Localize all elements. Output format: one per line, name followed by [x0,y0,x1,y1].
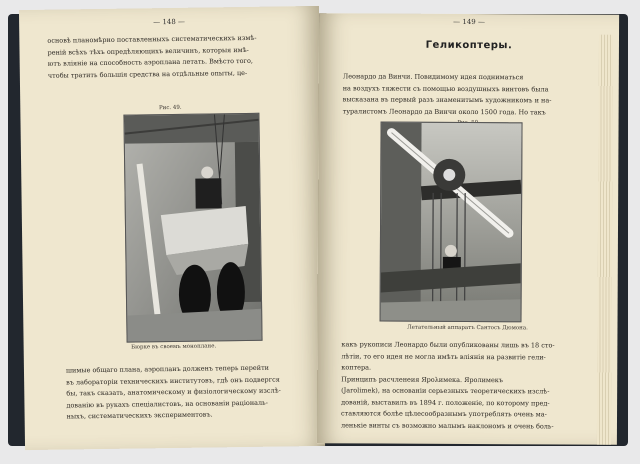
text-line: дованію въ рукахъ спеціалистовъ, на основаніи раціональ- [66,398,268,409]
text-line: туралистомъ Леонардо да Винчи около 1500 года. Но такъ [342,106,546,116]
text-line: на воздухъ тяжести съ помощью воздушныхъ винтовъ была [342,83,549,93]
text-line: реній всѣхъ тѣхъ опредѣляющихъ величинъ, которыя имѣ- [47,45,249,57]
left-figure-label: Рис. 49. [158,104,182,112]
right-page [317,13,619,445]
right-figure-photo [380,122,523,323]
left-figure-caption: Бюрке въ своемъ моноплане. [131,343,217,351]
section-heading: Геликоптеры. [425,39,513,52]
right-top-text [343,71,601,118]
text-line: ныхъ, систематическихъ экспериментовъ. [66,410,213,421]
text-line: ленькіе винты съ возможно малымъ наклономъ и очень боль- [340,420,554,430]
text-line: Леонардо да Винчи. Повидимому идея подниматься [342,72,524,82]
right-figure-caption: Летательный аппаратъ Сантосъ Дюмона. [407,324,528,332]
right-page-number: — 149 — [453,17,486,27]
text-line: Принципъ расчленеия Ярολимека. Яролимекъ [341,374,504,384]
left-bottom-text [66,362,307,423]
text-line: чтобы тратить большія средства на отдѣльные опыты, це- [47,68,248,80]
left-page [19,6,325,450]
text-line: дованій, выставилъ въ 1894 г. положеніе, по которому пред- [341,397,550,407]
text-line: какъ рукописи Леонардо были опубликованы лишь въ 18 сто- [341,340,555,350]
left-figure-photo [123,113,262,343]
text-line: коптера. [341,363,372,372]
right-bottom-text [341,339,599,432]
text-line: ставляются болѣе цѣлесообразнымъ употреблять очень ма- [341,409,547,419]
text-line: высказана въ первый разъ знаменитымъ художникомъ и на- [342,95,552,105]
text-line: ютъ вліяніе на способность аэроплана летать. Вмѣсто того, [47,56,253,68]
left-page-number: — 148 — [153,17,186,27]
left-top-text [47,32,296,81]
text-line: шимые общаго плана, аэропланъ долженъ теперь перейти [65,363,270,375]
text-line: лѣтіи, то его идея не могла имѣть вліянія на развитіе гели- [341,351,546,361]
text-line: (Jarolimek), на основаніи серьезныхъ теоретическихъ изслѣ- [341,386,550,396]
text-line: основѣ планомѣрно поставленныхъ систематическихъ измѣ- [47,33,257,45]
text-line: бы, такъ сказать, анатомическому и физіологическому изслѣ- [66,386,281,398]
text-line: въ лабораторіи техническихъ институтовъ, гдѣ онъ подвергся [66,375,280,386]
